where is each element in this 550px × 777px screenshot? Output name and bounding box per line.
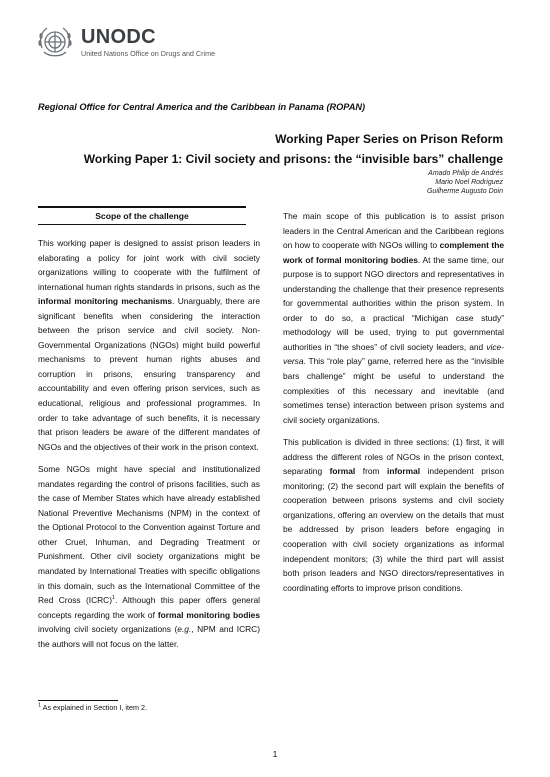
series-title: Working Paper Series on Prison Reform <box>275 132 503 146</box>
un-emblem-icon <box>35 22 75 62</box>
org-name: UNODC <box>81 25 156 48</box>
footnote-rule <box>38 700 118 701</box>
author-name: Guilherme Augusto Doin <box>426 188 503 195</box>
section-rule-top <box>38 206 246 208</box>
unodc-logo <box>35 22 215 62</box>
author-list <box>427 169 503 196</box>
author-name: Mario Noel Rodriguez <box>435 179 503 186</box>
regional-office-line: Regional Office for Central America and the Caribbean in Panama (ROPAN) <box>38 102 366 112</box>
paper-title: Working Paper 1: Civil society and prisons: the “invisible bars” challenge <box>83 152 503 166</box>
right-column <box>283 209 504 595</box>
author-name: Amado Philip de Andrés <box>428 170 503 177</box>
paragraph: Some NGOs might have special and institutionalized mandates regarding the control of prisons facilities, such as the case of Member States which have already established National Preventive Mechanisms (NPM) in the context of the Optional Protocol to the Convention against Torture and other Cruel, Inhuman, and Degrading Treatment or Punishment. Other civil society organizations might be mandated by International Treaties with specific obligations in this domain, such as the International Committee of the Red Cross (ICRC)$^1$. Although this paper offers general concepts regarding the work of formal monitoring bodies involving civil society organizations (e.g., NPM and ICRC) the authors will not focus on the latter. <box>38 464 261 649</box>
paragraph: The main scope of this publication is to assist prison leaders in the Central American and the Caribbean regions on how to cooperate with NGOs willing to complement the work of formal monitoring bodies. At the same time, our purpose is to support NGO directors and representatives in understanding the challenge that their presence represents for governmental authorities within the prison system. In order to do so, a practical “Michigan case study” methodology will be used, trying to put governmental authorities in “the shoes” of civil society leaders, and vice-versa. This “role play” game, referred here as the “invisible bars challenge” might be useful to understand the complexities of this necessary and inevitable (and sometimes tense) interaction between prison systems and civil society organizations. <box>283 211 504 425</box>
paragraph: This publication is divided in three sections: (1) first, it will address the different roles of NGOs in the prison context, separating formal from informal independent prison monitoring; (2) the second part will explain the benefits of cooperation between prisons systems and civil society organizations, offering an overview on the details that must be addressed by prison leaders before engaging in cooperation with civil society organizations as informal independent monitors; (3) while the third part will assist both prison leaders and NGO directors/representatives in coordinating efforts to improve prison conditions. <box>283 437 505 593</box>
footnote: $^1$ As explained in Section I, item 2. <box>38 702 147 712</box>
footnote-number: 1 <box>38 702 42 709</box>
org-subtitle: United Nations Office on Drugs and Crime <box>81 48 216 58</box>
section-heading: Scope of the challenge <box>95 211 189 221</box>
footnote-ref[interactable]: 1 <box>112 595 116 602</box>
left-column <box>38 236 260 651</box>
section-rule-bottom <box>38 224 246 225</box>
page-number: 1 <box>272 749 278 759</box>
paragraph: This working paper is designed to assist prison leaders in elaborating a policy for joint work with civil society organizations willing to cooperate with the fulfilment of international human rights standards in prisons, such as the informal monitoring mechanisms. Unarguably, there are significant benefits when considering the interaction between the prison service and civil society. Non-Governmental Organizations (NGOs) might build powerful mechanisms to prevent human rights abuses and corruption in prisons, ensuring transparency and accountability and even offering prison services, such as educational, religious and professional programmes. In order to take advantage of such benefits, it is necessary that prison leaders be aware of the different mandates of NGOs and the objectives of their work in the prison context. <box>38 238 260 452</box>
